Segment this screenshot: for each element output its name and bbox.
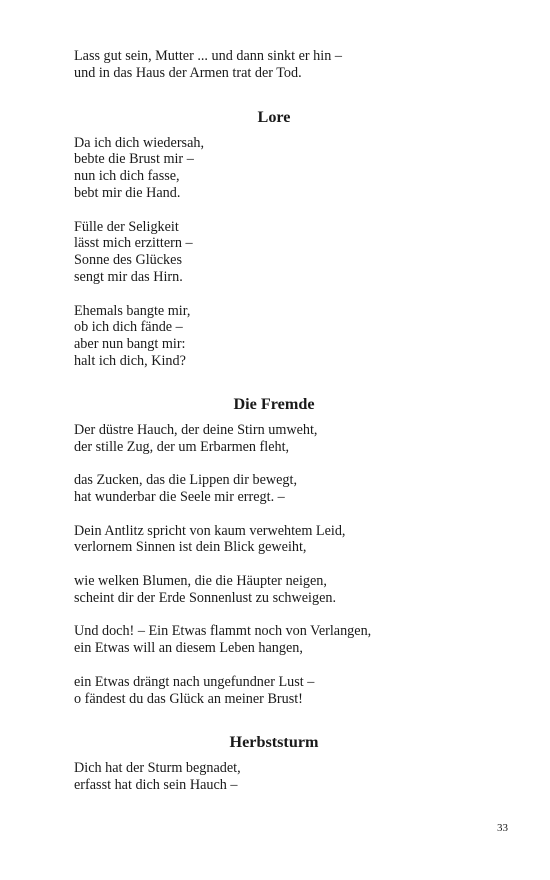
poem-line: bebt mir die Hand.: [74, 184, 181, 201]
stanza-gap: [74, 657, 474, 674]
stanza-gap: [74, 506, 474, 523]
poem-line: hat wunderbar die Seele mir erregt. –: [74, 488, 285, 505]
poem-line: Lass gut sein, Mutter ... und dann sinkt er hin –: [74, 48, 342, 64]
poem-line: Dich hat der Sturm begnadet,: [74, 760, 241, 777]
herbststurm-poem: [74, 760, 474, 794]
poem-line: scheint dir der Erde Sonnenlust zu schweigen.: [74, 589, 337, 606]
poem-line: Der düstre Hauch, der deine Stirn umweht,: [74, 421, 318, 438]
poem-line: lässt mich erzittern –: [74, 235, 193, 252]
poem-line: Und doch! – Ein Etwas flammt noch von Verlangen,: [74, 623, 372, 640]
poem-line: Sonne des Glückes: [74, 252, 182, 269]
die-fremde-poem: [74, 422, 474, 708]
poem-line: nun ich dich fasse,: [74, 168, 180, 185]
stanza-gap: [74, 607, 474, 624]
lore-poem: [74, 135, 474, 370]
poem-line: das Zucken, das die Lippen dir bewegt,: [74, 472, 297, 489]
poem-line: Ehemals bangte mir,: [74, 302, 191, 319]
poem-line: aber nun bangt mir:: [74, 336, 186, 353]
book-page: [74, 48, 474, 794]
poem-line: ein Etwas will an diesem Leben hangen,: [74, 640, 303, 657]
poem-title-die-fremde: Die Fremde: [233, 394, 315, 413]
poem-line: ein Etwas drängt nach ungefundner Lust –: [74, 673, 315, 690]
poem-line: bebte die Brust mir –: [74, 151, 194, 168]
poem-line: halt ich dich, Kind?: [74, 352, 186, 369]
poem-title-lore: Lore: [257, 107, 291, 126]
poem-line: ob ich dich fände –: [74, 319, 183, 336]
poem-line: o fändest du das Glück an meiner Brust!: [74, 690, 303, 707]
poem-line: wie welken Blumen, die die Häupter neigen,: [74, 572, 327, 589]
page-number: 33: [497, 822, 508, 834]
poem-line: sengt mir das Hirn.: [74, 268, 183, 285]
stanza-gap: [74, 556, 474, 573]
poem-line: verlornem Sinnen ist dein Blick geweiht,: [74, 539, 307, 556]
stanza-gap: [74, 455, 474, 472]
poem-line: und in das Haus der Armen trat der Tod.: [74, 64, 302, 81]
poem-line: Fülle der Seligkeit: [74, 218, 179, 235]
poem-line: der stille Zug, der um Erbarmen fleht,: [74, 438, 290, 455]
stanza-gap: [74, 202, 474, 219]
stanza-gap: [74, 286, 474, 303]
poem-title-herbststurm: Herbststurm: [229, 733, 319, 752]
poem-line: erfasst hat dich sein Hauch –: [74, 777, 238, 794]
poem-ending-stanza: [74, 48, 474, 82]
poem-line: Dein Antlitz spricht von kaum verwehtem Leid,: [74, 522, 346, 539]
poem-line: Da ich dich wiedersah,: [74, 134, 205, 151]
